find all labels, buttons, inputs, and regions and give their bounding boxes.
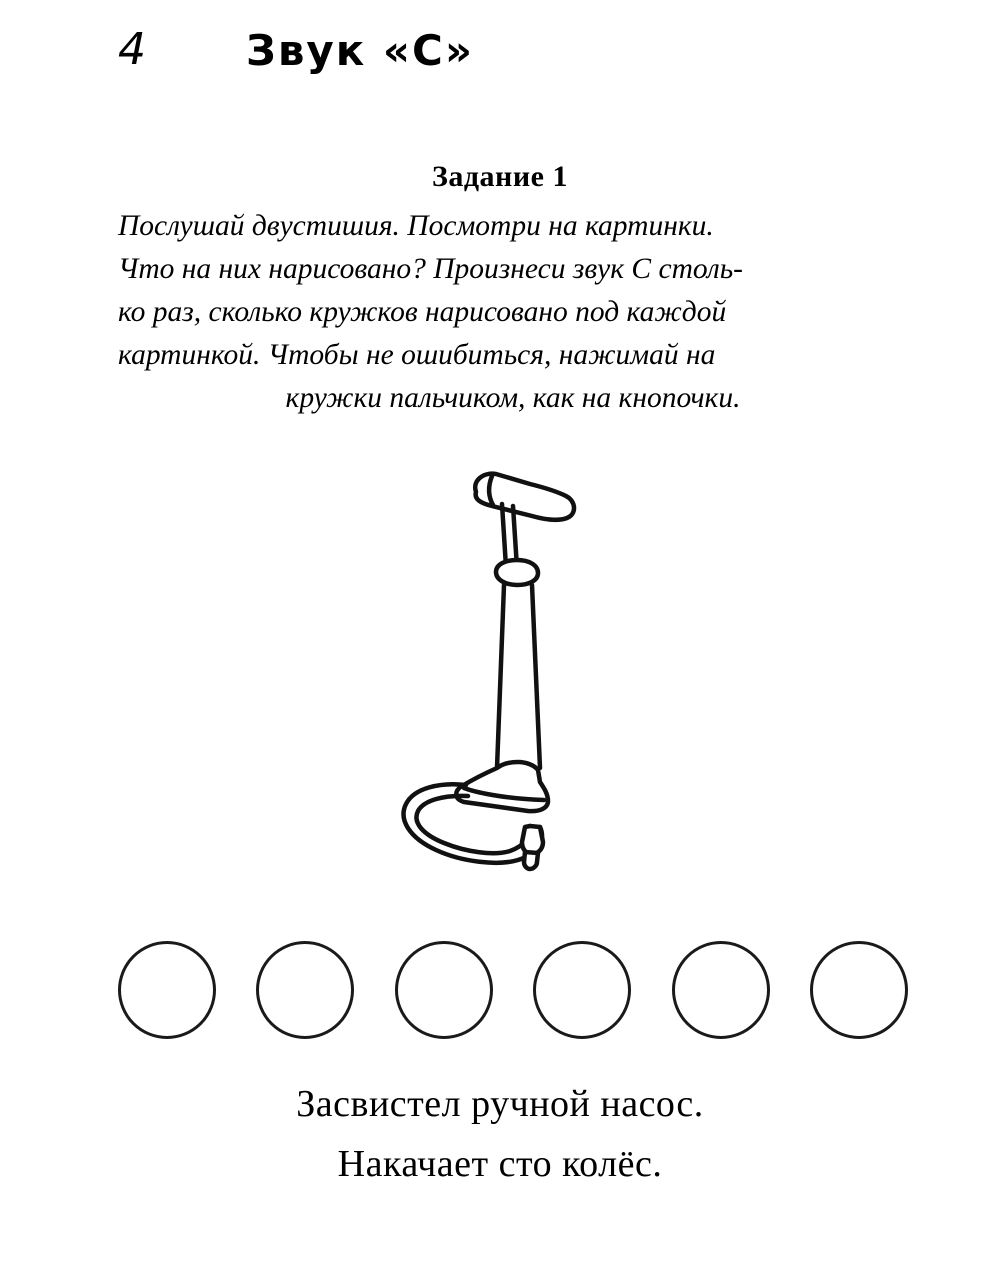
page-title: Звук «С» — [246, 26, 475, 75]
instruction-line-3 — [118, 291, 908, 334]
circles-row — [118, 940, 908, 1040]
instruction-text: Послушай двустишия. Посмотри на картинки. — [118, 210, 714, 242]
count-circle-1[interactable] — [118, 941, 216, 1039]
instruction-text: кружки пальчиком, как на кнопочки. — [285, 382, 741, 414]
task-instructions — [118, 205, 908, 420]
page-number: 4 — [118, 24, 146, 75]
instruction-line-4 — [118, 334, 908, 377]
instruction-line-2 — [118, 248, 908, 291]
instruction-line-5 — [118, 377, 908, 420]
count-circle-4[interactable] — [533, 941, 631, 1039]
instruction-text: картинкой. Чтобы не ошибиться, нажимай на — [118, 339, 716, 371]
rhyme-line-2: Накачает сто колёс. — [337, 1143, 663, 1185]
instruction-line-1 — [118, 205, 908, 248]
count-circle-6[interactable] — [810, 941, 908, 1039]
count-circle-5[interactable] — [672, 941, 770, 1039]
count-circle-2[interactable] — [256, 941, 354, 1039]
task-heading: Задание 1 — [432, 160, 568, 193]
rhyme-line-1: Засвистел ручной насос. — [296, 1083, 704, 1125]
instruction-text: Что на них нарисовано? Произнеси звук С столь- — [118, 253, 744, 285]
instruction-text: ко раз, сколько кружков нарисовано под каждой — [118, 296, 727, 328]
count-circle-3[interactable] — [395, 941, 493, 1039]
hand-pump-illustration — [380, 452, 630, 902]
